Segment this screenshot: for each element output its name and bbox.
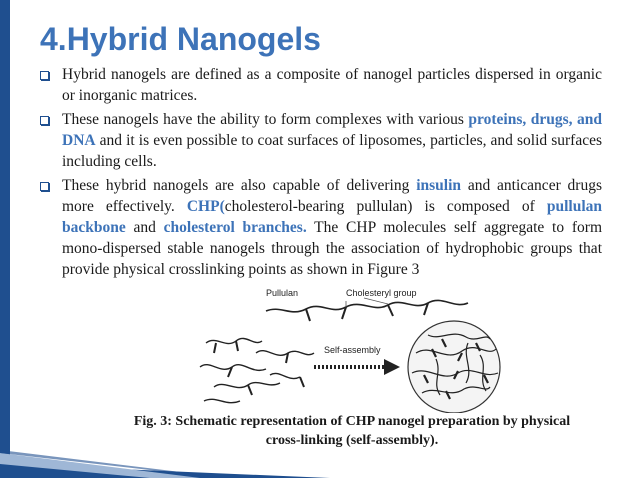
bullet-text: and anticancer drugs more effectively. bbox=[62, 177, 603, 215]
bullet-text: cholesterol-bearing pullulan) is composed of bbox=[224, 198, 547, 215]
bullet-text: These hybrid nanogels are also capable of delivering bbox=[62, 177, 417, 194]
square-bullet-icon bbox=[40, 182, 49, 191]
highlighted-term: CHP( bbox=[186, 198, 225, 215]
highlighted-term: insulin bbox=[416, 177, 462, 194]
loose-chp-molecules bbox=[200, 338, 314, 402]
nanogel-sphere bbox=[408, 321, 500, 413]
bullet-text: The CHP molecules self aggregate to form mono-dispersed stable nanogels through the association of hydrophobic groups that provide physical crosslinking points as shown in Figure 3 bbox=[62, 219, 602, 278]
bottom-decoration bbox=[0, 398, 330, 478]
bullet-text: and it is even possible to coat surfaces of liposomes, particles, and solid surfaces including cells. bbox=[62, 132, 602, 170]
pullulan-chain bbox=[266, 300, 468, 311]
square-bullet-icon bbox=[40, 71, 49, 80]
bullet-text: and bbox=[125, 219, 164, 236]
square-bullet-icon bbox=[40, 116, 49, 125]
bullet-text: Hybrid nanogels are defined as a composite of nanogel particles dispersed in organic or inorganic matrices. bbox=[62, 66, 602, 104]
caption-line-2: cross-linking (self-assembly). bbox=[265, 433, 439, 448]
bullet-list bbox=[40, 64, 602, 283]
pullulan-label: Pullulan bbox=[266, 288, 299, 298]
caption-line-1: Fig. 3: Schematic representation of CHP nanogel preparation by physical bbox=[133, 414, 571, 429]
bullet-item bbox=[40, 109, 602, 172]
bullet-item bbox=[40, 64, 602, 106]
chp-self-assembly-diagram bbox=[196, 283, 616, 413]
highlighted-term: pullulan backbone bbox=[62, 198, 602, 236]
self-assembly-arrow-icon bbox=[314, 359, 400, 375]
self-assembly-label: Self-assembly bbox=[324, 345, 381, 355]
cholesteryl-label: Cholesteryl group bbox=[346, 288, 417, 298]
bullet-text: These nanogels have the ability to form complexes with various bbox=[62, 111, 469, 128]
bullet-item bbox=[40, 175, 602, 280]
highlighted-term: proteins, drugs, and DNA bbox=[62, 111, 602, 149]
slide-title: 4.Hybrid Nanogels bbox=[40, 21, 321, 57]
loose-branches bbox=[214, 341, 304, 395]
highlighted-term: cholesterol branches. bbox=[163, 219, 307, 236]
